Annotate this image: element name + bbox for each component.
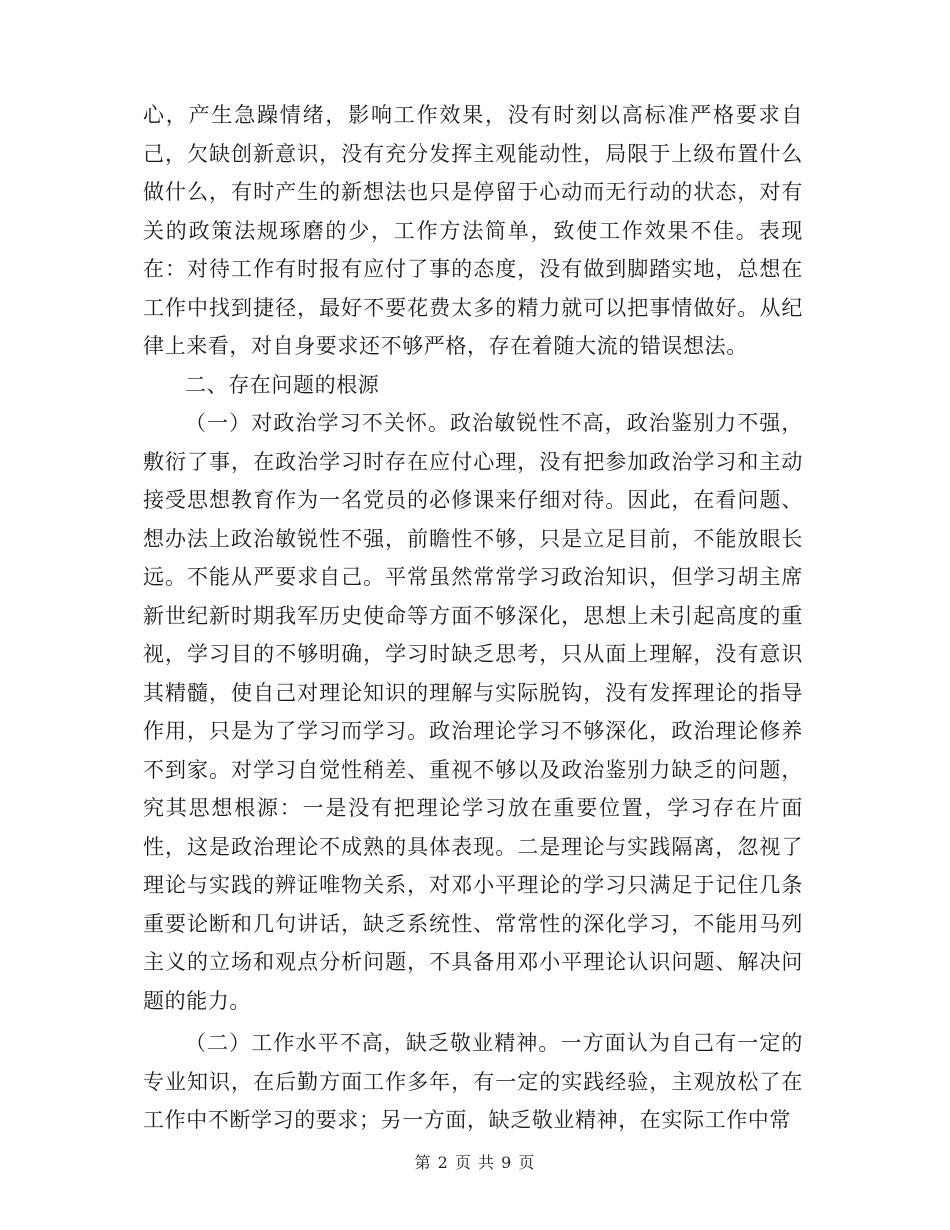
paragraph-political-study: （一）对政治学习不关怀。政治敏锐性不高，政治鉴别力不强，敷衍了事，在政治学习时存在应付心理，没有把参加政治学习和主动接受思想教育作为一名党员的必修课来仔细对待。因此，在看问题、想办法上政治敏锐性不强，前瞻性不够，只是立足目前，不能放眼长远。不能从严要求自己。平常虽然常常学习政治知识，但学习胡主席新世纪新时期我军历史使命等方面不够深化，思想上未引起高度的重视，学习目的不够明确，学习时缺乏思考，只从面上理解，没有意识其精髓，使自己对理论知识的理解与实际脱钩，没有发挥理论的指导作用，只是为了学习而学习。政治理论学习不够深化，政治理论修养不到家。对学习自觉性稍差、重视不够以及政治鉴别力缺乏的问题，究其思想根源：一是没有把理论学习放在重要位置，学习存在片面性，这是政治理论不成熟的具体表现。二是理论与实践隔离，忽视了理论与实践的辨证唯物关系，对邓小平理论的学习只满足于记住几条重要论断和几句讲话，缺乏系统性、常常性的深化学习，不能用马列主义的立场和观点分析问题，不具备用邓小平理论认识问题、解决问题的能力。 [143, 411, 803, 1013]
page-number-footer: 第 2 页 共 9 页 [414, 1153, 536, 1172]
section-heading: 二、存在问题的根源 [185, 372, 380, 397]
paragraph-work-level: （二）工作水平不高，缺乏敬业精神。一方面认为自己有一定的专业知识，在后勤方面工作多年，有一定的实践经验，主观放松了在工作中不断学习的要求；另一方面，缺乏敬业精神，在实际工作中常 [143, 1031, 803, 1132]
document-body [143, 96, 803, 1140]
paragraph-continuation: 心，产生急躁情绪，影响工作效果，没有时刻以高标准严格要求自己，欠缺创新意识，没有充分发挥主观能动性，局限于上级布置什么做什么，有时产生的新想法也只是停留于心动而无行动的状态，对有关的政策法规琢磨的少，工作方法简单，致使工作效果不佳。表现在：对待工作有时报有应付了事的态度，没有做到脚踏实地，总想在工作中找到捷径，最好不要花费太多的精力就可以把事情做好。从纪律上来看，对自身要求还不够严格，存在着随大流的错误想法。 [143, 103, 803, 358]
